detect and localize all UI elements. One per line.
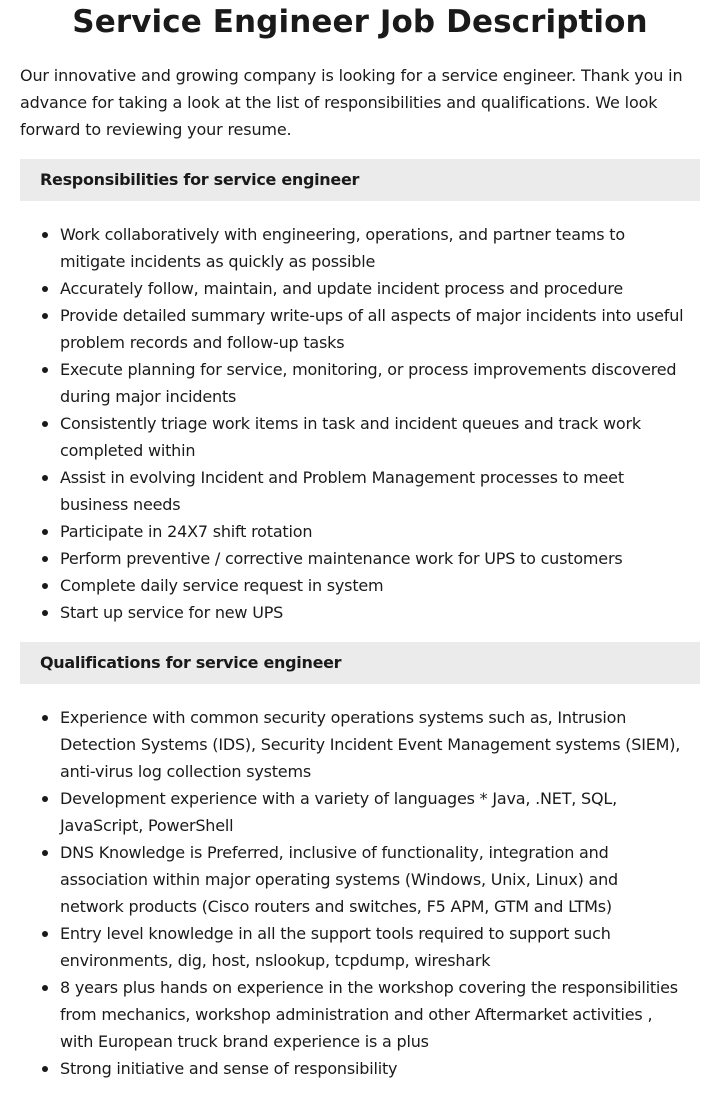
list-item: Participate in 24X7 shift rotation xyxy=(20,518,700,545)
list-item: Development experience with a variety of languages * Java, .NET, SQL, JavaScript, PowerShell xyxy=(20,785,700,839)
list-item: Accurately follow, maintain, and update incident process and procedure xyxy=(20,275,700,302)
responsibilities-heading: Responsibilities for service engineer xyxy=(20,159,700,201)
list-item: DNS Knowledge is Preferred, inclusive of functionality, integration and association within major operating systems (Windows, Unix, Linux) and network products (Cisco routers and switches, F5 APM, GTM and LTMs) xyxy=(20,839,700,920)
list-item: Execute planning for service, monitoring, or process improvements discovered during major incidents xyxy=(20,356,700,410)
qualifications-heading: Qualifications for service engineer xyxy=(20,642,700,684)
list-item: Work collaboratively with engineering, operations, and partner teams to mitigate incidents as quickly as possible xyxy=(20,221,700,275)
list-item: Complete daily service request in system xyxy=(20,572,700,599)
qualifications-list xyxy=(20,704,700,1082)
list-item: Consistently triage work items in task and incident queues and track work completed within xyxy=(20,410,700,464)
list-item: 8 years plus hands on experience in the workshop covering the responsibilities from mechanics, workshop administration and other Aftermarket activities , with European truck brand experience is a plus xyxy=(20,974,700,1055)
list-item: Strong initiative and sense of responsibility xyxy=(20,1055,700,1082)
list-item: Assist in evolving Incident and Problem Management processes to meet business needs xyxy=(20,464,700,518)
list-item: Provide detailed summary write-ups of all aspects of major incidents into useful problem records and follow-up tasks xyxy=(20,302,700,356)
page-title: Service Engineer Job Description xyxy=(72,4,648,40)
list-item: Perform preventive / corrective maintenance work for UPS to customers xyxy=(20,545,700,572)
list-item: Experience with common security operations systems such as, Intrusion Detection Systems (IDS), Security Incident Event Management systems (SIEM), anti-virus log collection systems xyxy=(20,704,700,785)
intro-paragraph: Our innovative and growing company is looking for a service engineer. Thank you in advance for taking a look at the list of responsibilities and qualifications. We look forward to reviewing your resume. xyxy=(20,66,683,139)
responsibilities-list xyxy=(20,221,700,626)
list-item: Start up service for new UPS xyxy=(20,599,700,626)
list-item: Entry level knowledge in all the support tools required to support such environments, dig, host, nslookup, tcpdump, wireshark xyxy=(20,920,700,974)
